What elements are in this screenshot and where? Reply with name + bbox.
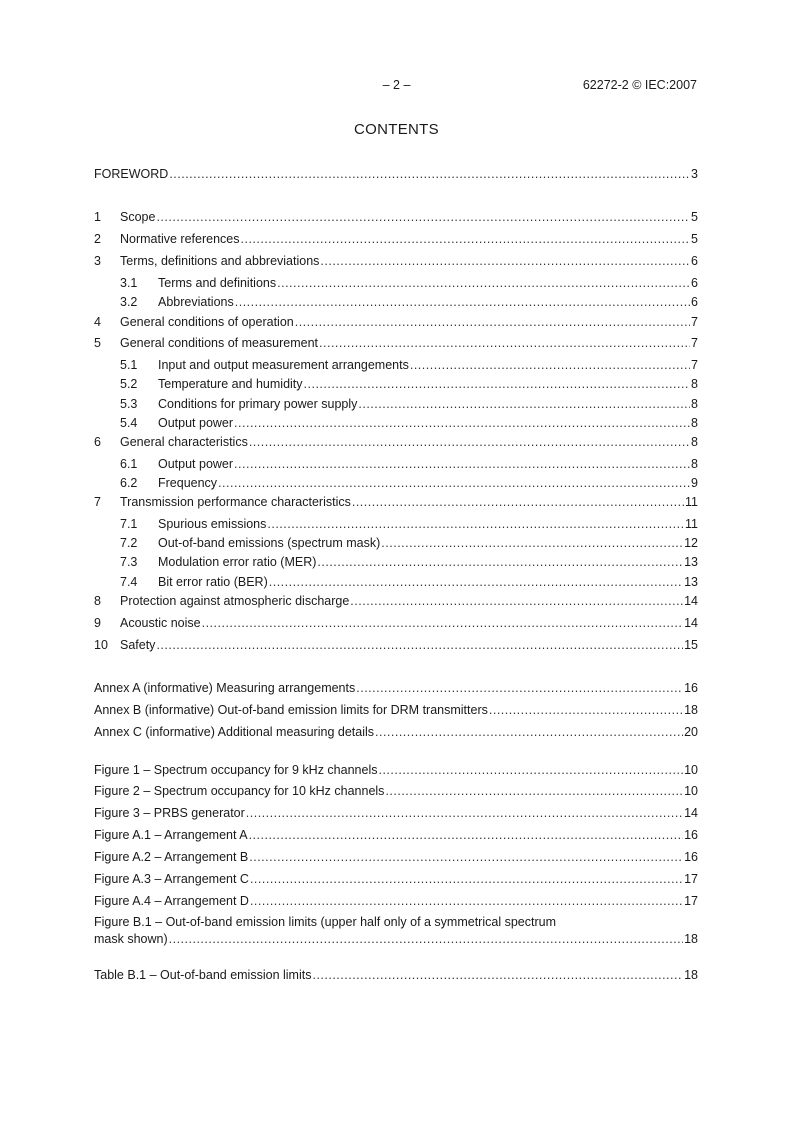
- toc-leader-dots: [250, 893, 683, 909]
- toc-entry-label: Annex B (informative) Out-of-band emission limits for DRM transmitters: [94, 703, 488, 717]
- toc-entry[interactable]: [94, 231, 698, 247]
- toc-entry-page: 8: [691, 457, 698, 471]
- toc-entry-page: 7: [691, 358, 698, 372]
- toc-leader-dots: [489, 702, 683, 718]
- toc-entry-number: 3.2: [120, 295, 138, 309]
- toc-entry[interactable]: [94, 475, 698, 491]
- toc-entry-label: Figure 1 – Spectrum occupancy for 9 kHz channels: [94, 763, 378, 777]
- toc-entry[interactable]: [94, 516, 698, 532]
- toc-entry-page: 11: [685, 517, 698, 531]
- toc-entry-label: Out-of-band emissions (spectrum mask): [158, 536, 381, 550]
- toc-leader-dots: [169, 931, 683, 947]
- toc-entry-page: 20: [684, 725, 698, 739]
- toc-entry[interactable]: [94, 535, 698, 551]
- toc-entry[interactable]: [94, 893, 698, 909]
- toc-entry-label: Safety: [120, 638, 156, 652]
- toc-leader-dots: [169, 166, 690, 182]
- toc-entry-number: 4: [94, 315, 101, 329]
- toc-leader-dots: [246, 805, 683, 821]
- toc-entry[interactable]: [94, 357, 698, 373]
- toc-entry-label: Protection against atmospheric discharge: [120, 594, 350, 608]
- toc-entry-label: Input and output measurement arrangements: [158, 358, 409, 372]
- toc-leader-dots: [269, 574, 683, 590]
- toc-entry-page: 16: [684, 681, 698, 695]
- toc-leader-dots: [249, 827, 684, 843]
- toc-entry-number: 6.1: [120, 457, 138, 471]
- toc-entry[interactable]: [94, 827, 698, 843]
- toc-entry[interactable]: [94, 967, 698, 983]
- toc-entry-number: 3.1: [120, 276, 138, 290]
- page-title: CONTENTS: [354, 121, 439, 138]
- toc-entry[interactable]: [94, 724, 698, 740]
- toc-entry-label: Abbreviations: [158, 295, 234, 309]
- toc-entry-label: Figure A.2 – Arrangement B: [94, 850, 249, 864]
- toc-leader-dots: [234, 456, 690, 472]
- toc-entry-number: 3: [94, 254, 101, 268]
- toc-leader-dots: [320, 253, 690, 269]
- toc-entry-number: 7.4: [120, 575, 138, 589]
- toc-entry[interactable]: [94, 637, 698, 653]
- toc-entry-label: Figure 3 – PRBS generator: [94, 806, 245, 820]
- toc-entry-label: Annex A (informative) Measuring arrangements: [94, 681, 356, 695]
- toc-entry-page: 18: [684, 703, 698, 717]
- toc-leader-dots: [277, 275, 690, 291]
- toc-entry-label: Figure A.4 – Arrangement D: [94, 894, 249, 908]
- toc-leader-dots: [249, 434, 690, 450]
- toc-entry-page: 18: [684, 968, 698, 982]
- toc-entry-number: 6: [94, 435, 101, 449]
- toc-entry-number: 7.2: [120, 536, 138, 550]
- toc-entry-label: Terms and definitions: [158, 276, 277, 290]
- toc-entry-page: 5: [691, 210, 698, 224]
- toc-entry-label: Frequency: [158, 476, 218, 490]
- toc-entry-page: 14: [684, 806, 698, 820]
- toc-leader-dots: [352, 494, 684, 510]
- toc-entry-page: 13: [684, 555, 698, 569]
- toc-leader-dots: [356, 680, 683, 696]
- toc-entry-label: Normative references: [120, 232, 240, 246]
- toc-entry[interactable]: [94, 702, 698, 718]
- toc-entry-page: 14: [684, 616, 698, 630]
- toc-entry-page: 7: [691, 315, 698, 329]
- toc-entry[interactable]: [94, 456, 698, 472]
- toc-entry[interactable]: [94, 275, 698, 291]
- toc-entry[interactable]: [94, 294, 698, 310]
- toc-entry[interactable]: [94, 314, 698, 330]
- toc-entry[interactable]: [94, 209, 698, 225]
- toc-entry-number: 9: [94, 616, 101, 630]
- toc-leader-dots: [156, 637, 683, 653]
- toc-entry-label: Spurious emissions: [158, 517, 267, 531]
- toc-leader-dots: [319, 335, 690, 351]
- toc-entry[interactable]: [94, 805, 698, 821]
- toc-entry-page: 6: [691, 254, 698, 268]
- toc-entry-number: 1: [94, 210, 101, 224]
- toc-entry[interactable]: [94, 574, 698, 590]
- toc-leader-dots: [267, 516, 684, 532]
- toc-entry[interactable]: [94, 554, 698, 570]
- toc-entry-label: Output power: [158, 457, 234, 471]
- toc-entry-number: 8: [94, 594, 101, 608]
- toc-entry-page: 13: [684, 575, 698, 589]
- toc-entry-page: 10: [684, 763, 698, 777]
- toc-entry-label: Transmission performance characteristics: [120, 495, 351, 509]
- toc-entry-page: 8: [691, 435, 698, 449]
- toc-entry-number: 7.1: [120, 517, 138, 531]
- page-number: – 2 –: [382, 78, 411, 92]
- toc-entry[interactable]: [94, 849, 698, 865]
- toc-entry-number: 5.1: [120, 358, 138, 372]
- toc-entry[interactable]: [94, 762, 698, 778]
- toc-leader-dots: [241, 231, 691, 247]
- toc-leader-dots: [295, 314, 690, 330]
- toc-entry-number: 5.3: [120, 397, 138, 411]
- toc-leader-dots: [312, 967, 683, 983]
- toc-leader-dots: [235, 294, 690, 310]
- toc-entry[interactable]: [94, 871, 698, 887]
- toc-entry-page: 12: [684, 536, 698, 550]
- toc-leader-dots: [249, 849, 683, 865]
- toc-entry-label: Table B.1 – Out-of-band emission limits: [94, 968, 312, 982]
- toc-entry-label: Annex C (informative) Additional measuring details: [94, 725, 374, 739]
- toc-leader-dots: [381, 535, 683, 551]
- toc-entry-number: 6.2: [120, 476, 138, 490]
- toc-entry[interactable]: [94, 615, 698, 631]
- toc-entry-number: 10: [94, 638, 108, 652]
- toc-entry[interactable]: [94, 434, 698, 450]
- toc-entry-page: 7: [691, 336, 698, 350]
- toc-entry-number: 2: [94, 232, 101, 246]
- toc-entry-page: 16: [684, 850, 698, 864]
- toc-leader-dots: [304, 376, 691, 392]
- toc-entry-label: Figure A.3 – Arrangement C: [94, 872, 249, 886]
- toc-entry-number: 5.2: [120, 377, 138, 391]
- toc-leader-dots: [202, 615, 683, 631]
- toc-entry-label: Terms, definitions and abbreviations: [120, 254, 320, 268]
- toc-leader-dots: [350, 593, 683, 609]
- toc-entry[interactable]: [94, 335, 698, 351]
- toc-entry-page: 17: [684, 872, 698, 886]
- toc-entry-page: 10: [684, 784, 698, 798]
- toc-entry[interactable]: [94, 783, 698, 799]
- toc-entry-page: 14: [684, 594, 698, 608]
- toc-entry[interactable]: [94, 166, 698, 182]
- toc-entry-page: 11: [685, 495, 698, 509]
- toc-leader-dots: [410, 357, 690, 373]
- toc-leader-dots: [317, 554, 683, 570]
- toc-entry-number: 5.4: [120, 416, 138, 430]
- toc-leader-dots: [358, 396, 690, 412]
- toc-entry-label: Conditions for primary power supply: [158, 397, 358, 411]
- toc-entry[interactable]: [94, 914, 698, 948]
- toc-entry[interactable]: [94, 415, 698, 431]
- toc-entry[interactable]: [94, 494, 698, 510]
- toc-entry-label: Figure A.1 – Arrangement A: [94, 828, 248, 842]
- toc-entry-number: 5: [94, 336, 101, 350]
- toc-entry-label-continued: mask shown): [94, 932, 168, 946]
- toc-entry-page: 8: [691, 416, 698, 430]
- toc-entry-page: 9: [691, 476, 698, 490]
- toc-entry[interactable]: [94, 376, 698, 392]
- toc-entry-page: 6: [691, 276, 698, 290]
- toc-entry-label: Figure B.1 – Out-of-band emission limits (upper half only of a symmetrical spectrum: [94, 915, 556, 929]
- toc-entry-label: Modulation error ratio (MER): [158, 555, 317, 569]
- toc-entry-page: 18: [684, 932, 698, 946]
- toc-entry-page: 15: [684, 638, 698, 652]
- toc-entry[interactable]: [94, 680, 698, 696]
- toc-entry-label: Acoustic noise: [120, 616, 201, 630]
- toc-entry-page: 5: [691, 232, 698, 246]
- toc-entry-page: 6: [691, 295, 698, 309]
- toc-entry-label: Figure 2 – Spectrum occupancy for 10 kHz channels: [94, 784, 385, 798]
- toc-leader-dots: [375, 724, 683, 740]
- toc-entry[interactable]: [94, 253, 698, 269]
- toc-entry-page: 17: [684, 894, 698, 908]
- toc-entry-number: 7.3: [120, 555, 138, 569]
- toc-entry-page: 16: [684, 828, 698, 842]
- toc-entry-label: FOREWORD: [94, 167, 169, 181]
- toc-entry-page: 3: [691, 167, 698, 181]
- toc-entry[interactable]: [94, 396, 698, 412]
- toc-entry-label: Scope: [120, 210, 156, 224]
- toc-entry-label: Bit error ratio (BER): [158, 575, 268, 589]
- toc-leader-dots: [218, 475, 690, 491]
- toc-entry-page: 8: [691, 397, 698, 411]
- toc-leader-dots: [378, 762, 683, 778]
- toc-leader-dots: [156, 209, 690, 225]
- toc-entry-label: General conditions of operation: [120, 315, 294, 329]
- toc-entry-label: Temperature and humidity: [158, 377, 303, 391]
- standard-reference: 62272-2 © IEC:2007: [582, 78, 697, 92]
- toc-entry-page: 8: [691, 377, 698, 391]
- toc-leader-dots: [250, 871, 683, 887]
- toc-leader-dots: [234, 415, 690, 431]
- toc-leader-dots: [385, 783, 683, 799]
- toc-entry-label: Output power: [158, 416, 234, 430]
- toc-entry[interactable]: [94, 593, 698, 609]
- toc-entry-label: General conditions of measurement: [120, 336, 319, 350]
- toc-entry-label: General characteristics: [120, 435, 248, 449]
- toc-entry-number: 7: [94, 495, 101, 509]
